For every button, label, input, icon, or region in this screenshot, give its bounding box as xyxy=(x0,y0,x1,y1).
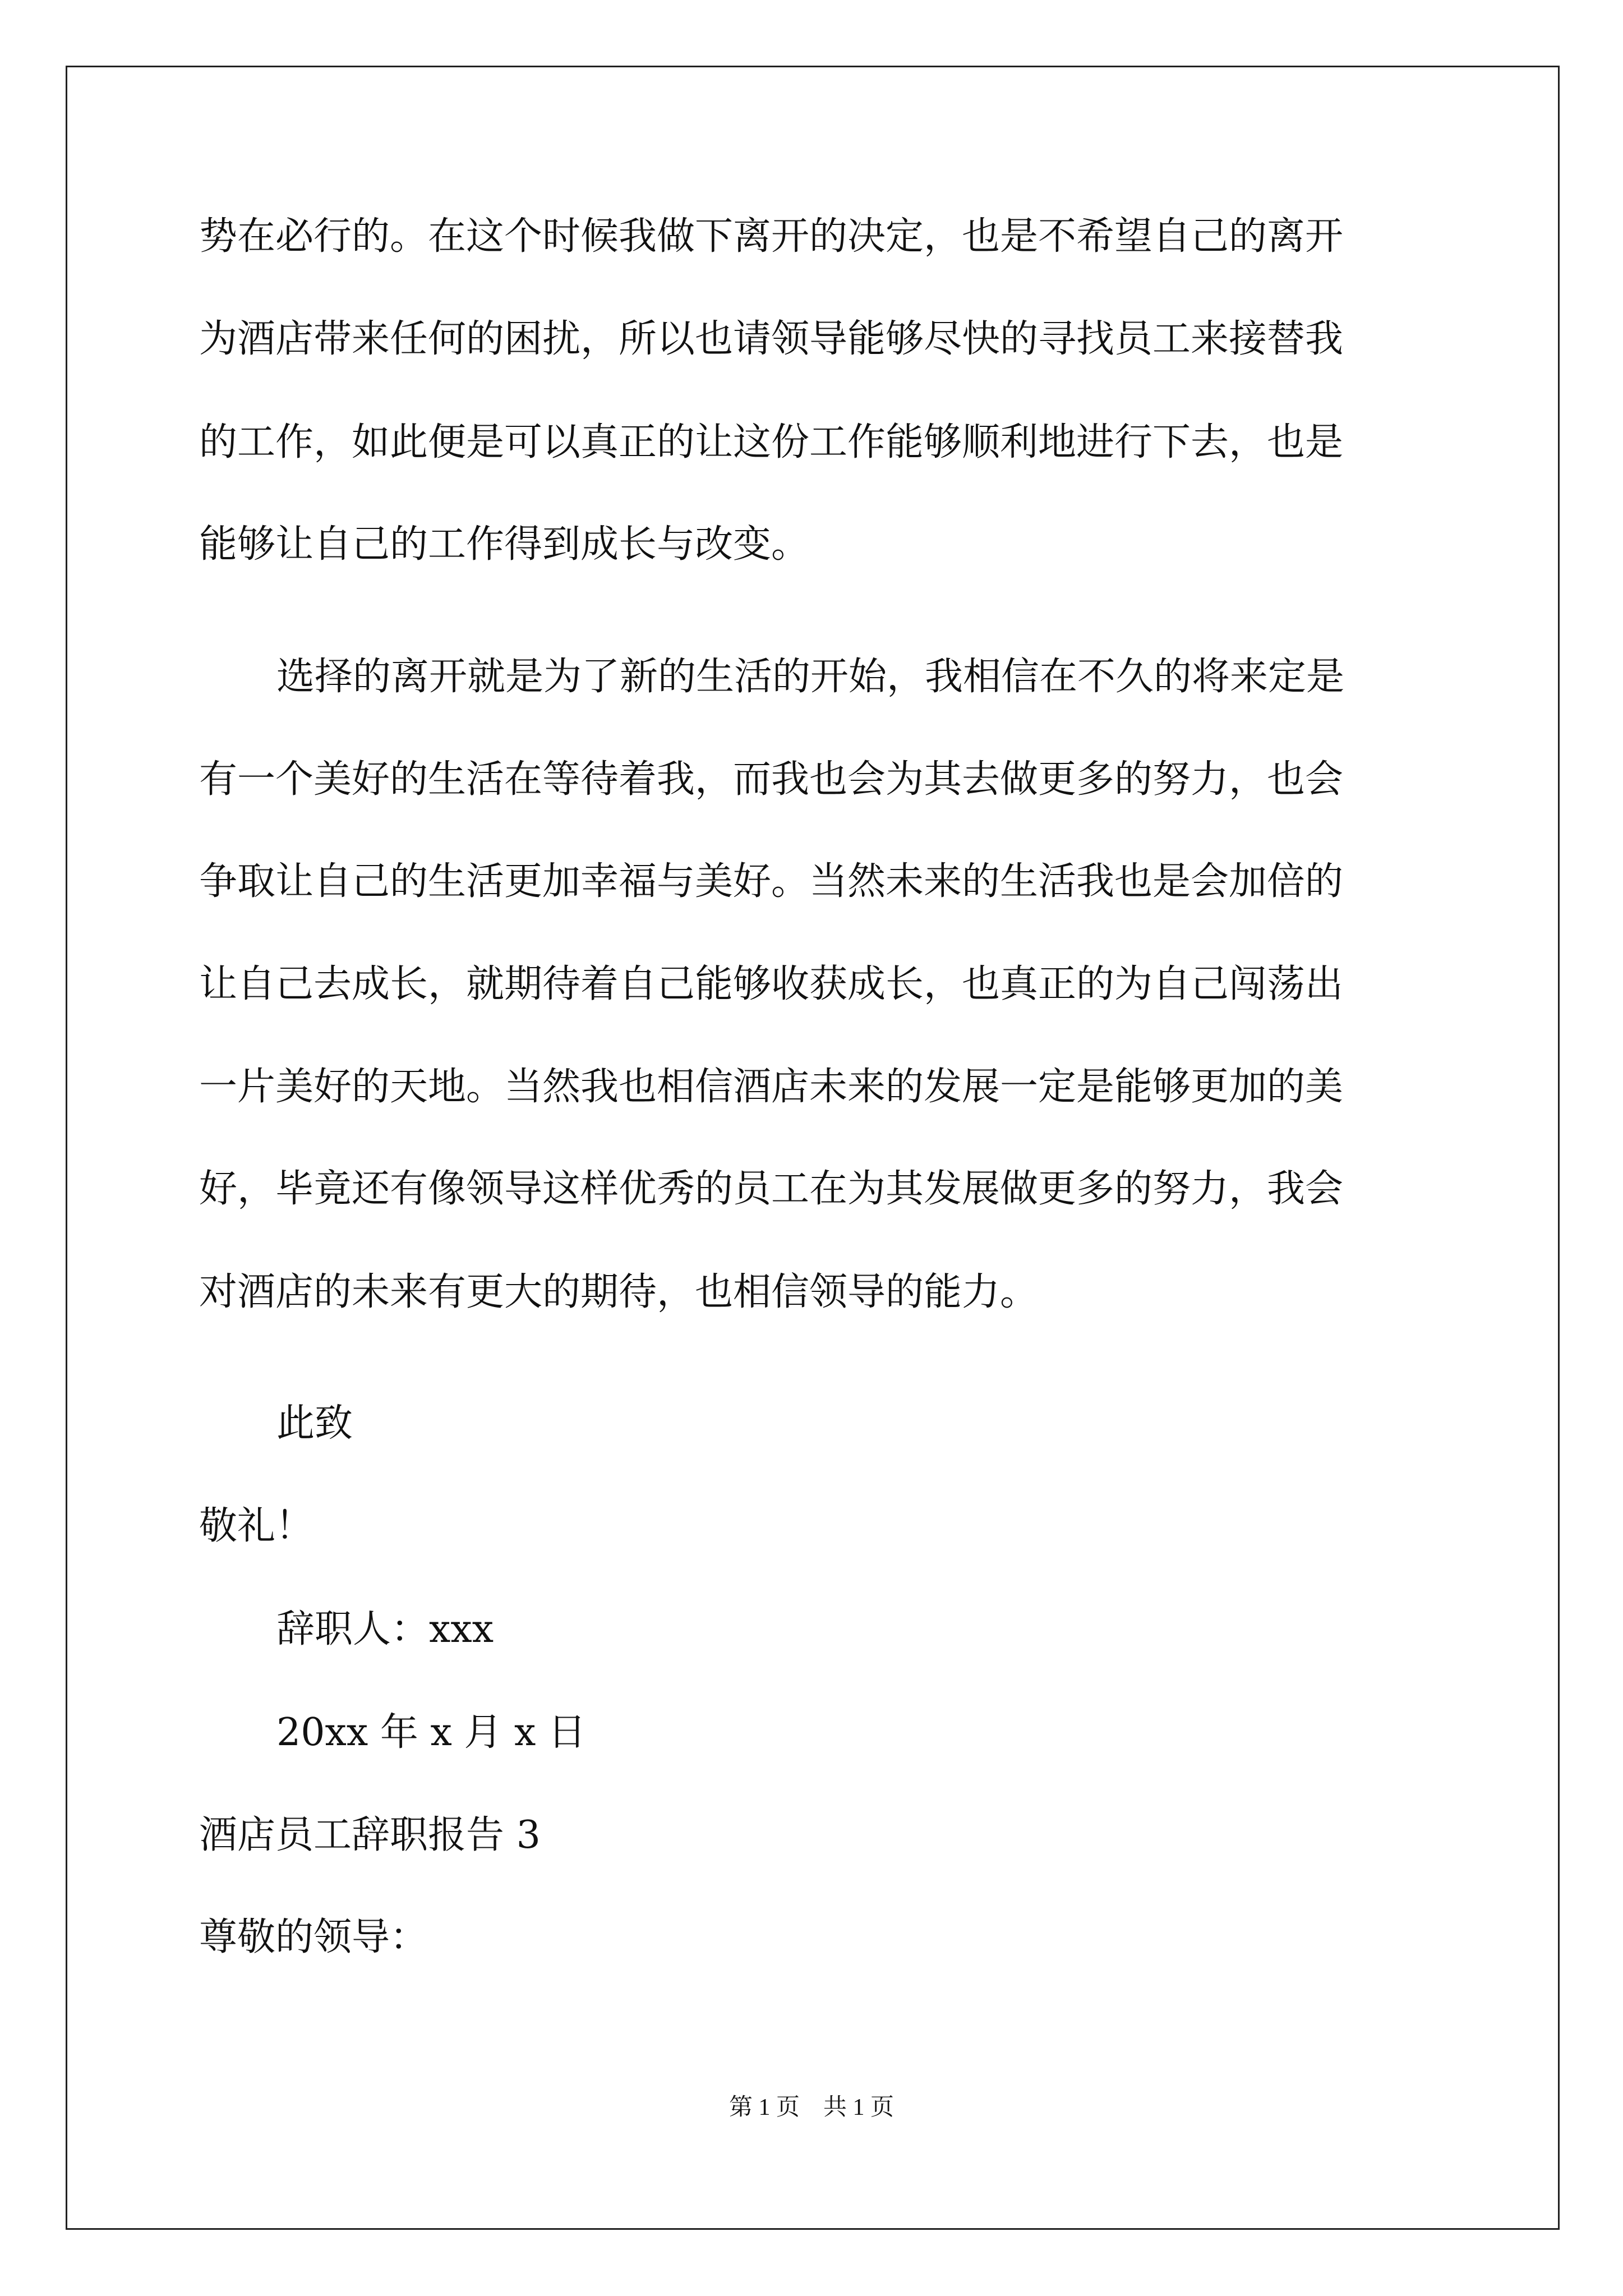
paragraph-1-line-1: 势在必行的。在这个时候我做下离开的决定，也是不希望自己的离开 xyxy=(199,214,1344,259)
paragraph-1-line-2: 为酒店带来任何的困扰，所以也请领导能够尽快的寻找员工来接替我 xyxy=(199,317,1344,361)
paragraph-1-line-4: 能够让自己的工作得到成长与改变。 xyxy=(199,522,810,567)
paragraph-2-line-2: 有一个美好的生活在等待着我，而我也会为其去做更多的努力，也会 xyxy=(199,757,1344,802)
paragraph-2-line-1: 选择的离开就是为了新的生活的开始，我相信在不久的将来定是 xyxy=(276,655,1345,699)
paragraph-2-line-4: 让自己去成长，就期待着自己能够收获成长，也真正的为自己闯荡出 xyxy=(199,962,1344,1006)
date-line: 20xx 年 x 月 x 日 xyxy=(276,1710,587,1755)
paragraph-2-line-3: 争取让自己的生活更加幸福与美好。当然未来的生活我也是会加倍的 xyxy=(199,859,1344,904)
page-border xyxy=(66,66,1560,2230)
paragraph-2-line-6: 好，毕竟还有像领导这样优秀的员工在为其发展做更多的努力，我会 xyxy=(199,1167,1344,1211)
section-title: 酒店员工辞职报告 3 xyxy=(199,1813,541,1857)
closing-line: 此致 xyxy=(276,1401,353,1446)
salutation-line: 尊敬的领导： xyxy=(199,1915,428,1959)
page-footer: 第 1 页 共 1 页 xyxy=(728,2095,894,2120)
closing-regards: 敬礼！ xyxy=(199,1504,314,1548)
paragraph-2-line-5: 一片美好的天地。当然我也相信酒店未来的发展一定是能够更加的美 xyxy=(199,1065,1344,1109)
paragraph-1-line-3: 的工作，如此便是可以真正的让这份工作能够顺利地进行下去，也是 xyxy=(199,420,1344,464)
paragraph-2-line-7: 对酒店的未来有更大的期待，也相信领导的能力。 xyxy=(199,1270,1039,1314)
signature-line: 辞职人：xxx xyxy=(276,1607,494,1651)
